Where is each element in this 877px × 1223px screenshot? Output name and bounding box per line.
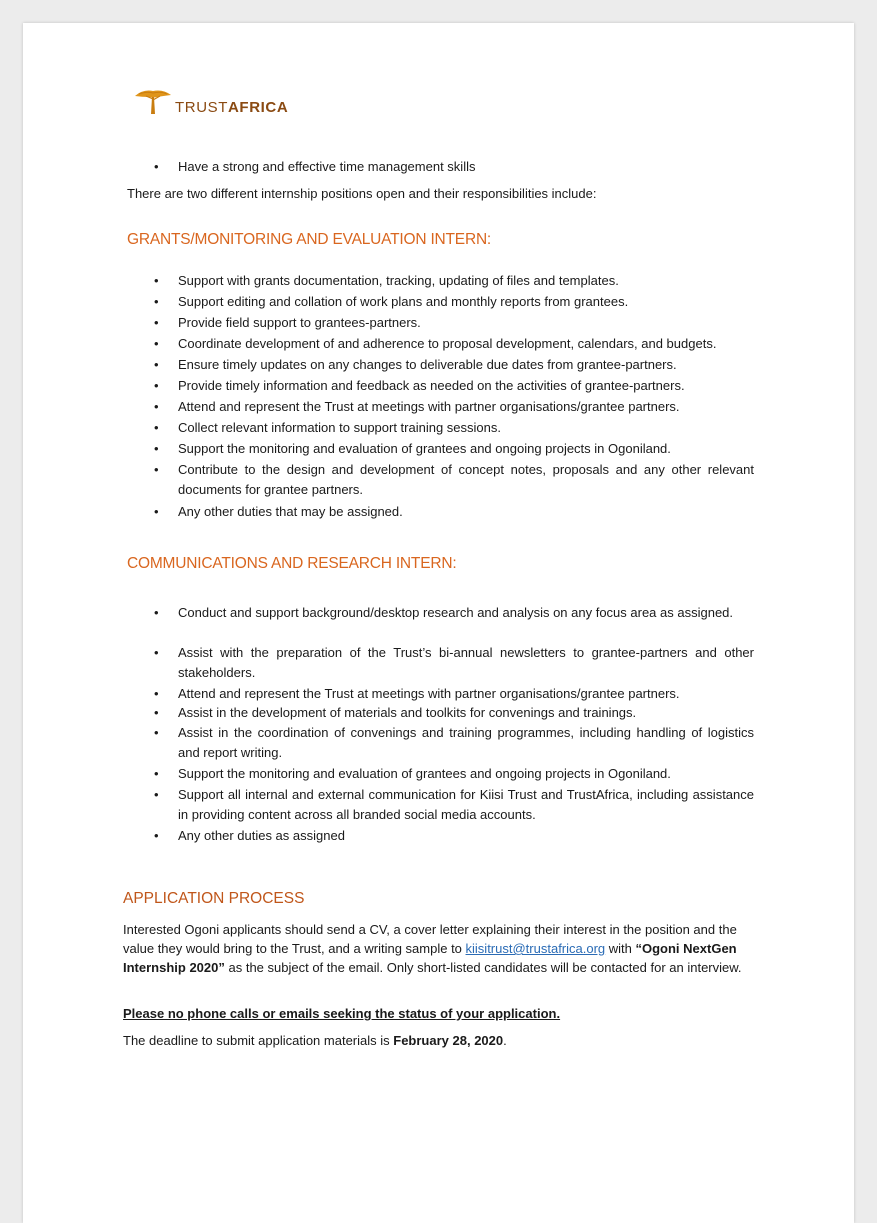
bullet-icon: • bbox=[154, 336, 159, 351]
bullet-icon: • bbox=[154, 725, 159, 740]
application-heading: APPLICATION PROCESS bbox=[123, 890, 305, 907]
application-paragraph bbox=[123, 920, 751, 977]
bullet-icon: • bbox=[154, 705, 159, 720]
bullet-icon: • bbox=[154, 504, 159, 519]
deadline-text: The deadline to submit application materials is bbox=[123, 1033, 394, 1048]
list-item-text: Provide timely information and feedback as needed on the activities of grantee-partners. bbox=[178, 378, 685, 393]
bullet-icon: • bbox=[154, 399, 159, 414]
bullet-icon: • bbox=[154, 294, 159, 309]
bullet-icon: • bbox=[154, 605, 159, 620]
document-page bbox=[23, 23, 854, 1223]
logo-text-africa: AFRICA bbox=[228, 98, 289, 116]
list-item-text: Provide field support to grantees-partners. bbox=[178, 315, 421, 330]
deadline-sentence bbox=[123, 1031, 507, 1050]
list-item-text: Attend and represent the Trust at meetings with partner organisations/grantee partners. bbox=[178, 399, 680, 414]
email-link[interactable]: kiisitrust@trustafrica.org bbox=[465, 941, 606, 956]
trustafrica-logo bbox=[133, 87, 288, 117]
acacia-tree-icon bbox=[133, 87, 173, 117]
list-item-text: Coordinate development of and adherence to proposal development, calendars, and budgets. bbox=[178, 336, 717, 351]
application-text: as the subject of the email. Only short-listed candidates will be contacted for an interview. bbox=[224, 960, 742, 975]
logo-text-trust: TRUST bbox=[175, 98, 228, 116]
list-item-text: Contribute to the design and development of concept notes, proposals and any other relevant documents for grantee partners. bbox=[178, 462, 754, 497]
bullet-icon: • bbox=[154, 645, 159, 660]
application-text: Interested Ogoni applicants should send a CV, a cover letter explaining their interest in the position and the value they would bring to the Trust, and a writing sample to bbox=[123, 922, 737, 956]
intro-sentence: There are two different internship positions open and their responsibilities include: bbox=[127, 186, 597, 201]
list-item-text: Any other duties as assigned bbox=[178, 828, 345, 843]
list-item-text: Support the monitoring and evaluation of grantees and ongoing projects in Ogoniland. bbox=[178, 441, 671, 456]
bullet-icon: • bbox=[154, 420, 159, 435]
deadline-date: February 28, 2020 bbox=[393, 1033, 504, 1048]
no-calls-notice: Please no phone calls or emails seeking the status of your application. bbox=[123, 1006, 561, 1021]
bullet-icon: • bbox=[154, 159, 159, 174]
list-item-text: Support with grants documentation, tracking, updating of files and templates. bbox=[178, 273, 619, 288]
list-item-text: Have a strong and effective time management skills bbox=[178, 159, 476, 174]
list-item-text: Assist in the coordination of convenings and training programmes, including handling of logistics and report writing. bbox=[178, 725, 754, 760]
list-item-text: Ensure timely updates on any changes to deliverable due dates from grantee-partners. bbox=[178, 357, 677, 372]
bullet-icon: • bbox=[154, 766, 159, 781]
list-item-text: Collect relevant information to support training sessions. bbox=[178, 420, 501, 435]
comms-heading: COMMUNICATIONS AND RESEARCH INTERN: bbox=[127, 555, 457, 572]
bullet-icon: • bbox=[154, 828, 159, 843]
bullet-icon: • bbox=[154, 378, 159, 393]
list-item-text: Support editing and collation of work plans and monthly reports from grantees. bbox=[178, 294, 629, 309]
list-item-text: Assist in the development of materials and toolkits for convenings and trainings. bbox=[178, 705, 637, 720]
bullet-icon: • bbox=[154, 441, 159, 456]
bullet-icon: • bbox=[154, 315, 159, 330]
list-item-text: Assist with the preparation of the Trust’s bi-annual newsletters to grantee-partners and other stakeholders. bbox=[178, 645, 754, 680]
bullet-icon: • bbox=[154, 357, 159, 372]
grants-heading: GRANTS/MONITORING AND EVALUATION INTERN: bbox=[127, 231, 492, 248]
deadline-text: . bbox=[503, 1033, 507, 1048]
list-item-text: Conduct and support background/desktop research and analysis on any focus area as assigned. bbox=[178, 605, 734, 620]
bullet-icon: • bbox=[154, 462, 159, 477]
list-item-text: Attend and represent the Trust at meetings with partner organisations/grantee partners. bbox=[178, 686, 680, 701]
application-text: with bbox=[605, 941, 636, 956]
bullet-icon: • bbox=[154, 787, 159, 802]
application-subject: “Ogoni NextGen Internship 2020” bbox=[123, 941, 737, 975]
list-item-text: Any other duties that may be assigned. bbox=[178, 504, 403, 519]
bullet-icon: • bbox=[154, 273, 159, 288]
list-item-text: Support the monitoring and evaluation of grantees and ongoing projects in Ogoniland. bbox=[178, 766, 671, 781]
bullet-icon: • bbox=[154, 686, 159, 701]
list-item-text: Support all internal and external communication for Kiisi Trust and TrustAfrica, including assistance in providing content across all branded social media accounts. bbox=[178, 787, 754, 822]
